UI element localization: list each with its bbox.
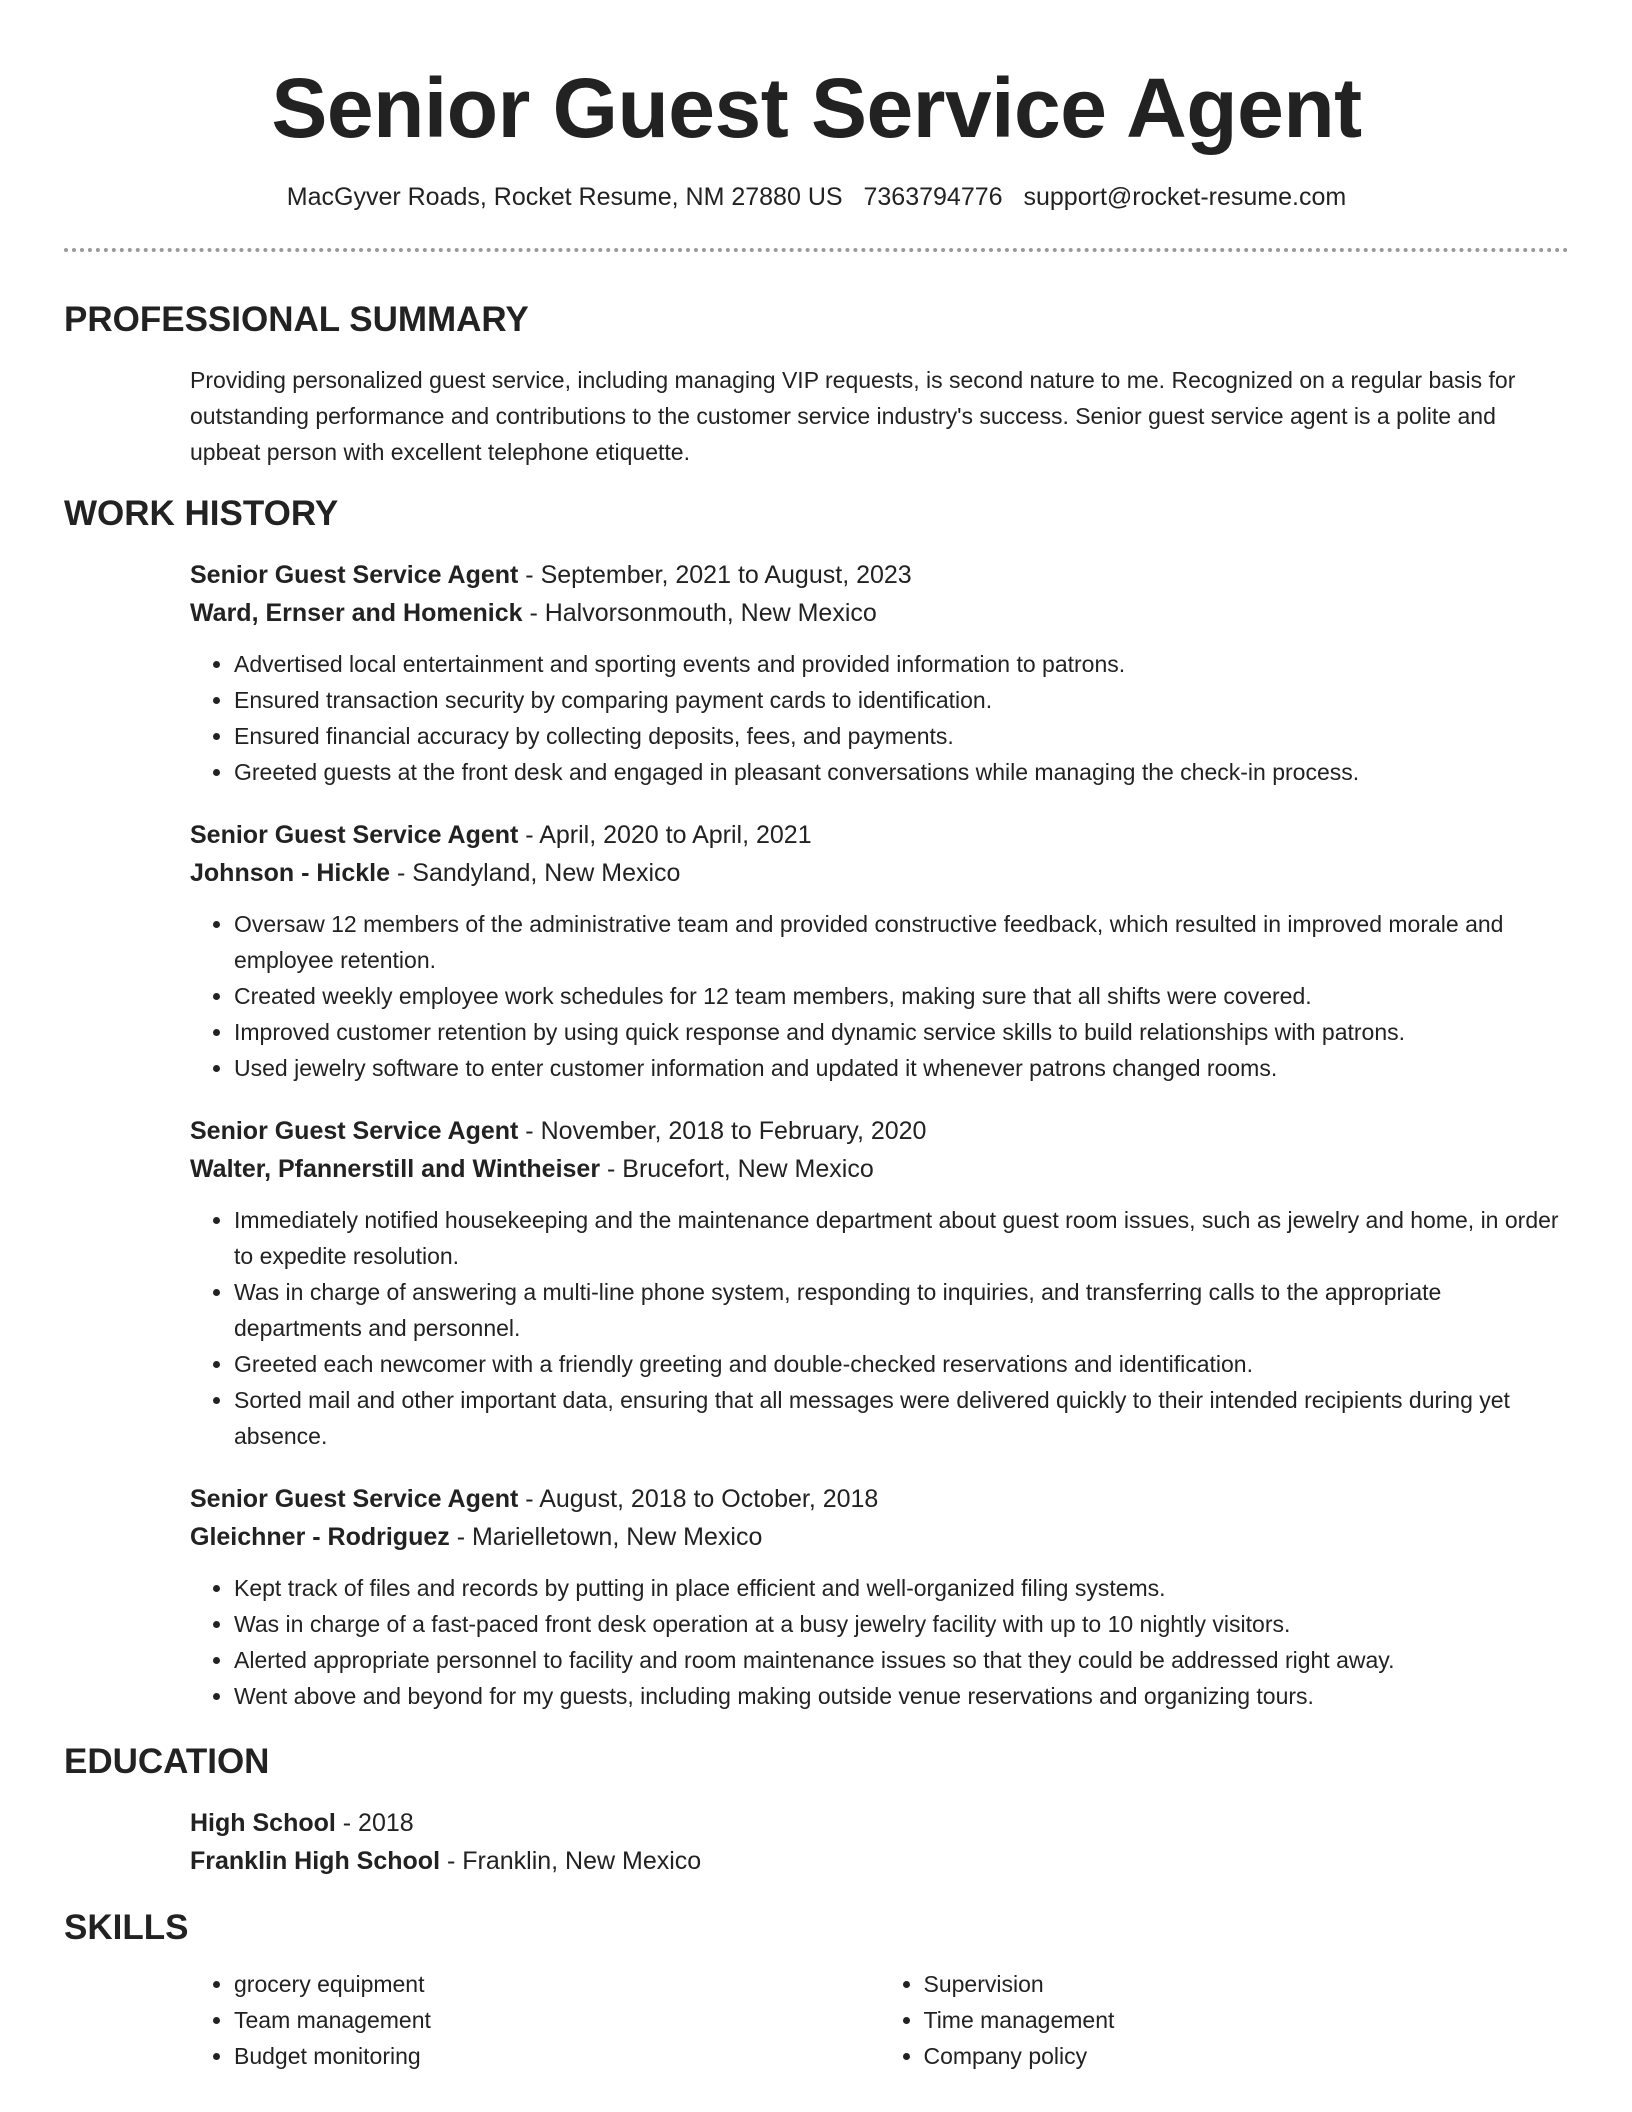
education-section: [64, 1740, 1569, 1880]
job-bullets: [190, 646, 1569, 790]
section-title-work-history: WORK HISTORY: [64, 494, 339, 533]
skills-section: [64, 1906, 1569, 2074]
education-year: - 2018: [335, 1809, 414, 1837]
skills-list-left: [190, 1966, 880, 2074]
phone: 7363794776: [863, 183, 1003, 211]
job-bullets: [190, 1202, 1569, 1454]
job-entry: [190, 816, 1569, 1086]
job-company-line: [190, 854, 1569, 892]
job-company-line: [190, 594, 1569, 632]
job-entry: [190, 556, 1569, 790]
summary-section: [64, 298, 1569, 470]
skill-item: • Budget monitoring: [234, 2038, 880, 2074]
job-dates: - August, 2018 to October, 2018: [518, 1485, 879, 1513]
education-degree: High School: [190, 1809, 336, 1837]
list-item: • Sorted mail and other important data, ensuring that all messages were delivered quickly to their intended recipients during yet absence.: [234, 1382, 1569, 1454]
list-item: • Was in charge of a fast-paced front desk operation at a busy jewelry facility with up to 10 nightly visitors.: [234, 1606, 1569, 1642]
education-school-line: [190, 1842, 1569, 1880]
section-title-education: EDUCATION: [64, 1742, 270, 1781]
address: MacGyver Roads, Rocket Resume, NM 27880 US: [286, 183, 843, 211]
job-company: Gleichner - Rodriguez: [190, 1523, 450, 1551]
job-title-line: [190, 556, 1569, 594]
skill-item: • grocery equipment: [234, 1966, 880, 2002]
job-role: Senior Guest Service Agent: [190, 821, 519, 849]
list-item: • Greeted guests at the front desk and engaged in pleasant conversations while managing the check-in process.: [234, 754, 1569, 790]
job-bullets: [190, 906, 1569, 1086]
resume-name: Senior Guest Service Agent: [271, 61, 1362, 155]
job-company: Ward, Ernser and Homenick: [190, 599, 523, 627]
skill-item: • Time management: [924, 2002, 1570, 2038]
header-divider: [64, 248, 1569, 252]
resume-page: [64, 0, 1569, 2074]
list-item: • Was in charge of answering a multi-line phone system, responding to inquiries, and transferring calls to the appropriate departments and personnel.: [234, 1274, 1569, 1346]
job-location: - Marielletown, New Mexico: [449, 1523, 763, 1551]
contact-line: [64, 180, 1569, 214]
skills-grid: [190, 1966, 1569, 2074]
job-location: - Sandyland, New Mexico: [390, 859, 681, 887]
job-role: Senior Guest Service Agent: [190, 1485, 519, 1513]
job-company-line: [190, 1518, 1569, 1556]
job-company: Walter, Pfannerstill and Wintheiser: [190, 1155, 601, 1183]
list-item: • Greeted each newcomer with a friendly greeting and double-checked reservations and identification.: [234, 1346, 1569, 1382]
section-title-summary: PROFESSIONAL SUMMARY: [64, 300, 529, 339]
list-item: • Ensured financial accuracy by collecting deposits, fees, and payments.: [234, 718, 1569, 754]
section-title-skills: SKILLS: [64, 1908, 189, 1947]
summary-text: Providing personalized guest service, including managing VIP requests, is second nature to me. Recognized on a regular basis for outstanding performance and contributions to the customer service industry's success. Senior guest service agent is a polite and upbeat person with excellent telephone etiquette.: [190, 367, 1516, 465]
job-dates: - April, 2020 to April, 2021: [518, 821, 812, 849]
job-role: Senior Guest Service Agent: [190, 1117, 519, 1145]
job-dates: - September, 2021 to August, 2023: [518, 561, 912, 589]
list-item: • Created weekly employee work schedules for 12 team members, making sure that all shifts were covered.: [234, 978, 1569, 1014]
job-location: - Halvorsonmouth, New Mexico: [522, 599, 877, 627]
job-dates: - November, 2018 to February, 2020: [518, 1117, 927, 1145]
education-location: - Franklin, New Mexico: [440, 1847, 702, 1875]
list-item: • Kept track of files and records by putting in place efficient and well-organized filing systems.: [234, 1570, 1569, 1606]
list-item: • Alerted appropriate personnel to facility and room maintenance issues so that they could be addressed right away.: [234, 1642, 1569, 1678]
job-company: Johnson - Hickle: [190, 859, 391, 887]
skill-item: • Team management: [234, 2002, 880, 2038]
list-item: • Advertised local entertainment and sporting events and provided information to patrons.: [234, 646, 1569, 682]
job-bullets: [190, 1570, 1569, 1714]
list-item: • Immediately notified housekeeping and the maintenance department about guest room issues, such as jewelry and home, in order to expedite resolution.: [234, 1202, 1569, 1274]
job-title-line: [190, 1112, 1569, 1150]
job-title-line: [190, 1480, 1569, 1518]
skill-item: • Company policy: [924, 2038, 1570, 2074]
job-company-line: [190, 1150, 1569, 1188]
list-item: • Ensured transaction security by comparing payment cards to identification.: [234, 682, 1569, 718]
list-item: • Oversaw 12 members of the administrative team and provided constructive feedback, which resulted in improved morale and employee retention.: [234, 906, 1569, 978]
list-item: • Used jewelry software to enter customer information and updated it whenever patrons changed rooms.: [234, 1050, 1569, 1086]
skill-item: • Supervision: [924, 1966, 1570, 2002]
job-entry: [190, 1480, 1569, 1714]
job-entry: [190, 1112, 1569, 1454]
job-role: Senior Guest Service Agent: [190, 561, 519, 589]
job-title-line: [190, 816, 1569, 854]
list-item: • Went above and beyond for my guests, including making outside venue reservations and organizing tours.: [234, 1678, 1569, 1714]
skills-list-right: [880, 1966, 1570, 2074]
work-history-section: [64, 492, 1569, 1714]
list-item: • Improved customer retention by using quick response and dynamic service skills to build relationships with patrons.: [234, 1014, 1569, 1050]
education-school: Franklin High School: [190, 1847, 441, 1875]
job-location: - Brucefort, New Mexico: [600, 1155, 874, 1183]
email: support@rocket-resume.com: [1023, 183, 1347, 211]
education-degree-line: [190, 1804, 1569, 1842]
